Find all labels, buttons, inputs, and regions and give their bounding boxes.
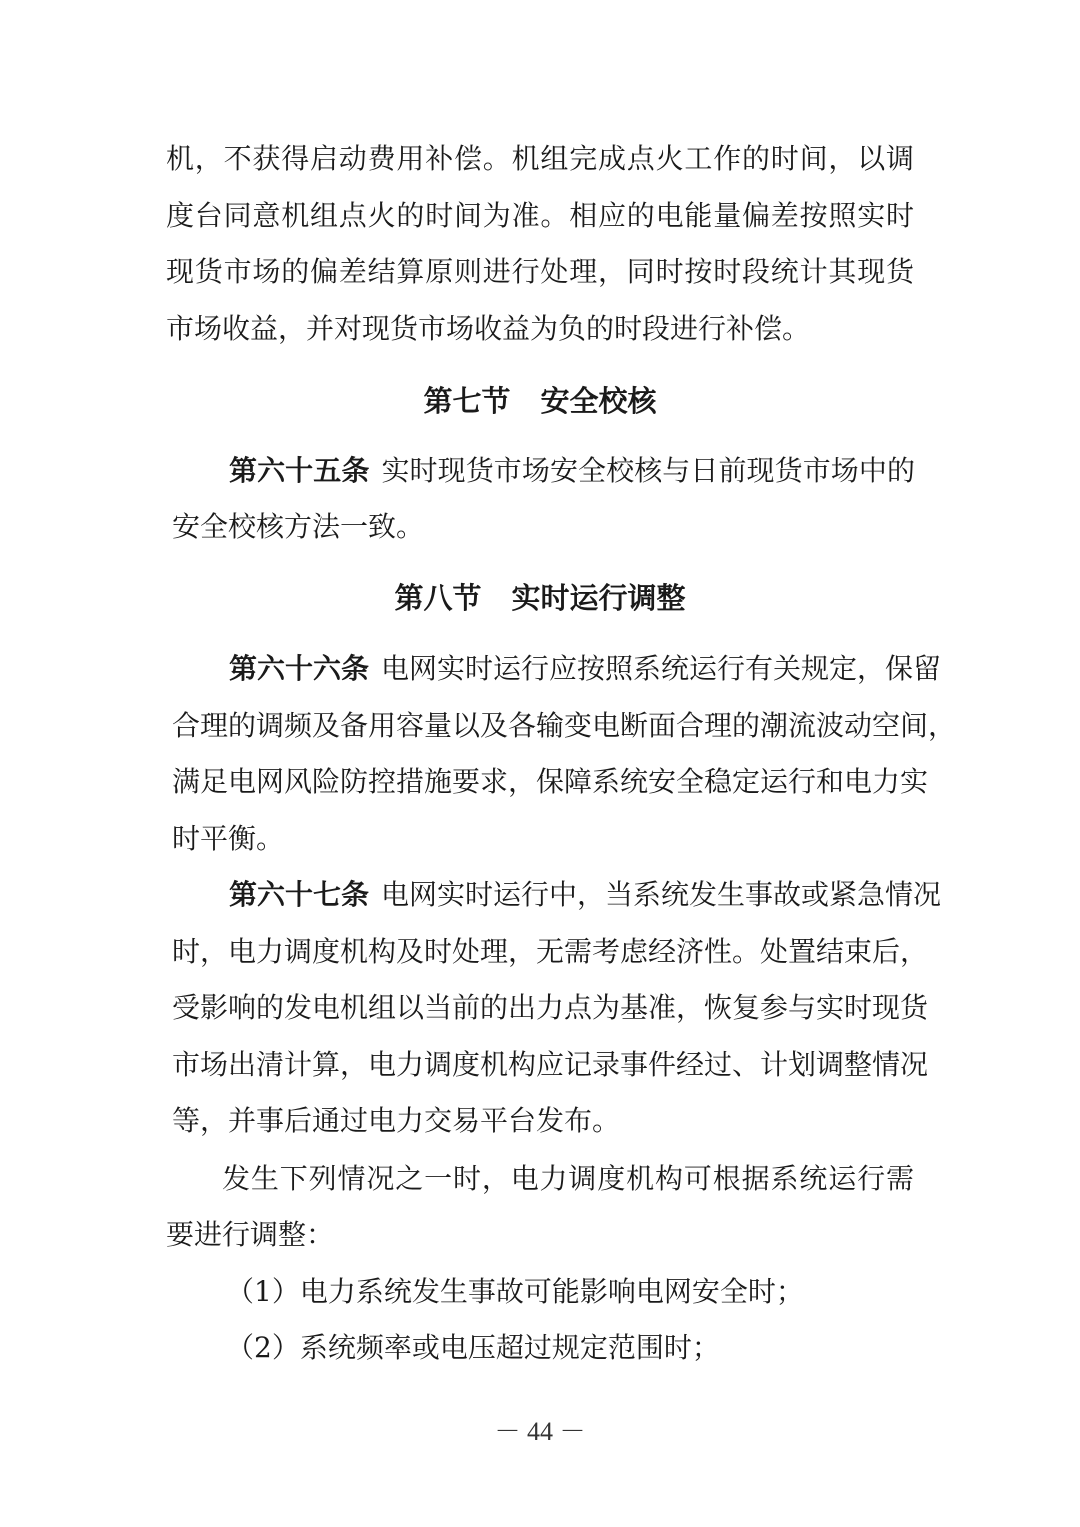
list-item: （1）电力系统发生事故可能影响电网安全时； [226, 1275, 804, 1308]
paragraph-line: 市场出清计算，电力调度机构应记录事件经过、计划调整情况 [172, 1048, 929, 1081]
paragraph-line: 满足电网风险防控措施要求，保障系统安全稳定运行和电力实 [172, 765, 929, 798]
page-number: － 44 － [494, 1417, 586, 1446]
section-heading-7 [0, 381, 1080, 421]
paragraph-line: 机，不获得启动费用补偿。机组完成点火工作的时间，以调 [166, 142, 914, 175]
paragraph-line: 时，电力调度机构及时处理，无需考虑经济性。处置结束后， [172, 935, 929, 968]
paragraph-line: 合理的调频及备用容量以及各输变电断面合理的潮流波动空间， [172, 709, 957, 742]
section-title: 实时运行调整 [511, 581, 686, 615]
list-item: （2）系统频率或电压超过规定范围时； [226, 1331, 720, 1364]
article-text: 实时现货市场安全校核与日前现货市场中的 [381, 454, 915, 487]
section-number: 第八节 [394, 581, 482, 615]
section-heading-8 [0, 578, 1080, 618]
article-text: 电网实时运行应按照系统运行有关规定，保留 [381, 652, 942, 685]
section-number: 第七节 [423, 384, 511, 418]
article-label: 第六十五条 [229, 454, 370, 487]
paragraph-line: 时平衡。 [172, 822, 285, 855]
paragraph-line: 安全校核方法一致。 [172, 510, 425, 543]
article-text: 电网实时运行中，当系统发生事故或紧急情况 [381, 878, 942, 911]
section-title: 安全校核 [540, 384, 657, 418]
article-label: 第六十六条 [229, 652, 370, 685]
paragraph-line: 市场收益，并对现货市场收益为负的时段进行补偿。 [166, 312, 811, 345]
article-67-first-line [229, 875, 942, 915]
paragraph-line: 要进行调整： [166, 1218, 335, 1251]
paragraph-line: 度台同意机组点火的时间为准。相应的电能量偏差按照实时 [166, 199, 914, 232]
article-66-first-line [229, 649, 942, 689]
paragraph-line: 受影响的发电机组以当前的出力点为基准，恢复参与实时现货 [172, 991, 929, 1024]
paragraph-line: 发生下列情况之一时，电力调度机构可根据系统运行需 [222, 1162, 914, 1195]
article-label: 第六十七条 [229, 878, 370, 911]
article-65-first-line [229, 451, 915, 491]
paragraph-line: 等，并事后通过电力交易平台发布。 [172, 1104, 621, 1137]
paragraph-line: 现货市场的偏差结算原则进行处理，同时按时段统计其现货 [166, 255, 914, 288]
